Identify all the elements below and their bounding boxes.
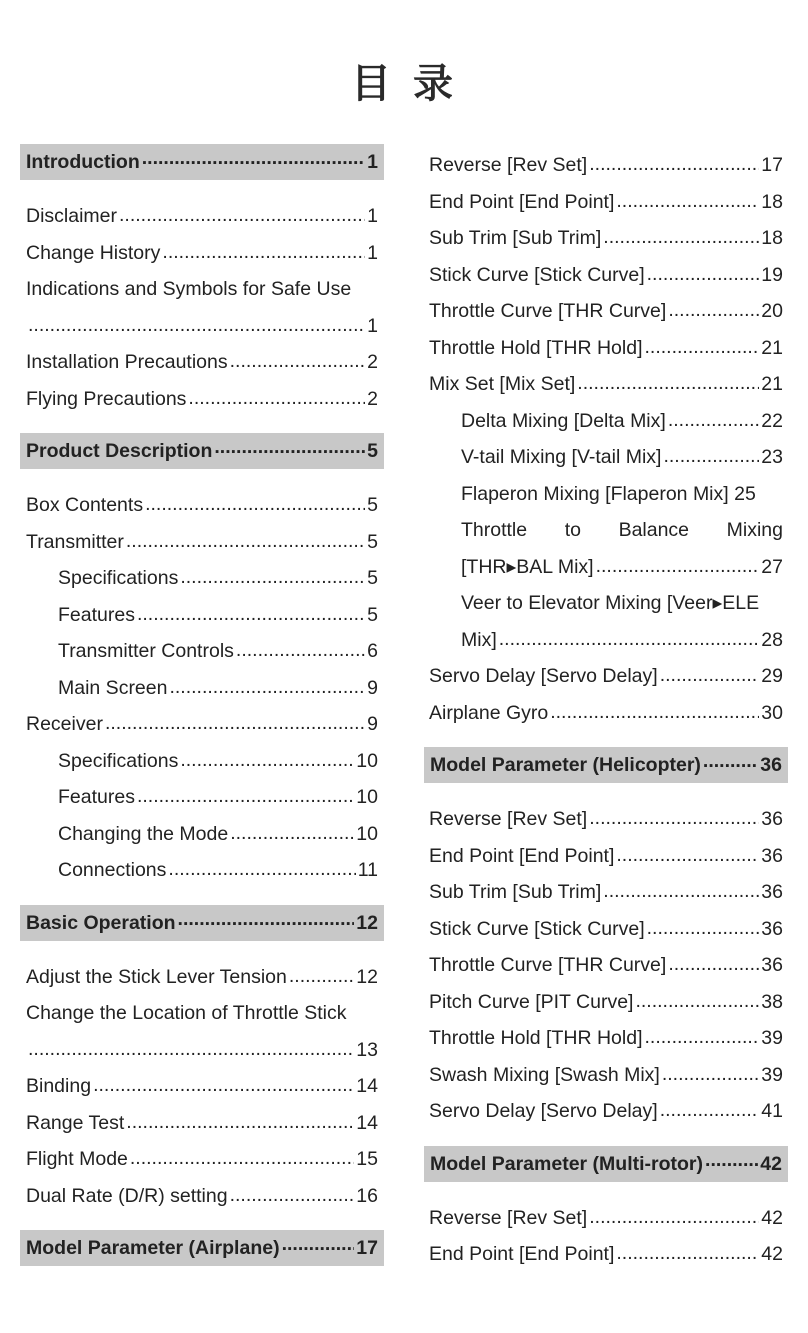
dot-leader	[180, 559, 365, 596]
toc-entry-label: Change History	[26, 241, 161, 264]
toc-page-number: 10	[356, 786, 378, 808]
toc-page-number: 23	[761, 446, 783, 468]
toc-section-heading[interactable]	[424, 1146, 788, 1182]
toc-entry[interactable]	[20, 381, 384, 418]
toc-entry-label: Veer to Elevator Mixing [Veer▸ELE	[461, 592, 760, 614]
dot-leader	[499, 621, 760, 658]
dot-leader	[142, 140, 365, 176]
toc-page-number: 17	[356, 1237, 378, 1259]
toc-entry-label: Main Screen	[58, 676, 168, 699]
toc-entry[interactable]	[20, 852, 384, 889]
dot-leader	[188, 380, 365, 417]
toc-entry[interactable]	[424, 147, 788, 184]
toc-entry[interactable]	[424, 403, 788, 440]
toc-page-number: 19	[761, 263, 783, 286]
dot-leader	[616, 1235, 759, 1272]
toc-page-number: 17	[761, 154, 783, 176]
toc-page-number: 21	[761, 336, 783, 359]
toc-entry-label: Swash Mixing [Swash Mix]	[429, 1063, 660, 1086]
dot-leader	[663, 438, 759, 475]
dot-leader	[596, 548, 760, 585]
dot-leader	[577, 365, 759, 402]
dot-leader	[169, 669, 365, 706]
dot-leader	[644, 1019, 759, 1056]
toc-entry-label: Features	[58, 603, 135, 626]
toc-page-number: 42	[761, 1206, 783, 1229]
toc-page-number: 29	[761, 665, 783, 687]
toc-page-number: 11	[357, 859, 378, 881]
toc-entry-label: Features	[58, 786, 135, 808]
toc-entry[interactable]	[20, 597, 384, 634]
toc-entry-label: Servo Delay [Servo Delay]	[429, 665, 658, 687]
toc-page-number: 20	[761, 300, 783, 322]
toc-entry[interactable]	[424, 330, 788, 367]
toc-page-number: 36	[760, 754, 782, 776]
toc-entry-label: Flaperon Mixing [Flaperon Mix] 25	[461, 482, 756, 505]
toc-entry-label: Reverse [Rev Set]	[429, 154, 588, 176]
toc-entry-label: Flight Mode	[26, 1148, 128, 1170]
dot-leader	[589, 800, 759, 837]
toc-section-heading[interactable]	[20, 905, 384, 941]
toc-entry[interactable]	[20, 308, 384, 345]
dot-leader	[282, 1226, 355, 1262]
toc-entry-label: Installation Precautions	[26, 351, 228, 373]
toc-page-number: 5	[367, 530, 378, 553]
toc-entry-label: Throttle Curve [THR Curve]	[429, 954, 667, 976]
toc-entry[interactable]	[424, 293, 788, 330]
toc-entry-label: Throttle Curve [THR Curve]	[429, 300, 667, 322]
toc-entry[interactable]	[20, 487, 384, 524]
toc-entry[interactable]	[424, 947, 788, 984]
toc-entry-label: Throttle Hold [THR Hold]	[429, 336, 643, 359]
dot-leader	[616, 183, 759, 220]
toc-entry-label: Sub Trim [Sub Trim]	[429, 881, 602, 903]
toc-section-heading[interactable]	[20, 144, 384, 180]
dot-leader	[137, 778, 354, 815]
toc-entry[interactable]	[20, 560, 384, 597]
toc-entry-label: Connections	[58, 859, 167, 881]
toc-page-number: 36	[761, 881, 783, 903]
toc-entry-label: Servo Delay [Servo Delay]	[429, 1100, 658, 1122]
dot-leader	[668, 402, 759, 439]
toc-section-heading[interactable]	[20, 433, 384, 469]
toc-entry[interactable]	[20, 524, 384, 561]
toc-entry[interactable]	[424, 257, 788, 294]
toc-entry[interactable]	[20, 633, 384, 670]
dot-leader	[703, 743, 758, 779]
toc-entry-label: Introduction	[26, 151, 140, 173]
toc-entry[interactable]	[424, 476, 788, 513]
toc-entry[interactable]	[20, 743, 384, 780]
toc-page-number: 36	[761, 808, 783, 830]
toc-right-column	[424, 147, 788, 1273]
toc-entry[interactable]	[424, 1057, 788, 1094]
toc-entry-label: Dual Rate (D/R) setting	[26, 1184, 228, 1207]
dot-leader	[230, 1177, 355, 1214]
toc-entry-label: Mix]	[461, 628, 497, 651]
dot-leader	[28, 1031, 354, 1068]
dot-leader	[289, 958, 354, 995]
toc-page-number: 10	[356, 822, 378, 845]
toc-entry-label: Product Description	[26, 440, 213, 462]
toc-page-number: 12	[356, 911, 378, 934]
toc-entry-label: Disclaimer	[26, 205, 118, 227]
toc-entry[interactable]	[20, 1032, 384, 1069]
toc-page-number: 1	[367, 241, 378, 264]
dot-leader	[180, 742, 354, 779]
toc-section-heading[interactable]	[424, 747, 788, 783]
toc-entry-label: Adjust the Stick Lever Tension	[26, 965, 287, 988]
toc-page-number: 36	[761, 917, 783, 940]
toc-entry[interactable]	[424, 622, 788, 659]
toc-entry[interactable]	[20, 235, 384, 272]
toc-entry[interactable]	[424, 184, 788, 221]
dot-leader	[145, 486, 365, 523]
toc-entry-label: End Point [End Point]	[429, 844, 615, 867]
toc-entry-label: Sub Trim [Sub Trim]	[429, 227, 602, 249]
toc-page-number: 22	[761, 409, 783, 432]
dot-leader	[603, 873, 759, 910]
toc-entry-label: Throttle Hold [THR Hold]	[429, 1027, 643, 1049]
dot-leader	[214, 429, 365, 465]
toc-entry-label: Box Contents	[26, 494, 144, 516]
toc-entry[interactable]	[424, 439, 788, 476]
toc-entry[interactable]	[424, 658, 788, 695]
toc-page-number: 15	[356, 1148, 378, 1170]
toc-entry-label: Airplane Gyro	[429, 701, 549, 724]
toc-entry[interactable]	[424, 838, 788, 875]
toc-entry[interactable]	[20, 706, 384, 743]
toc-page-number: 1	[367, 314, 378, 337]
toc-page-number: 13	[356, 1038, 378, 1061]
dot-leader	[230, 815, 354, 852]
toc-entry-label: Changing the Mode	[58, 822, 229, 845]
toc-page-number: 5	[367, 603, 378, 626]
dot-leader	[28, 307, 365, 344]
toc-entry-label: Throttle to Balance Mixing	[461, 519, 783, 541]
dot-leader	[105, 705, 365, 742]
toc-page-number: 16	[356, 1184, 378, 1207]
toc-entry-label: Specifications	[58, 567, 179, 589]
toc-page-number: 14	[356, 1111, 378, 1134]
toc-entry[interactable]	[20, 670, 384, 707]
dot-leader	[635, 983, 759, 1020]
toc-page-number: 5	[367, 567, 378, 589]
page-title: 目 录	[351, 61, 457, 107]
dot-leader	[126, 1104, 354, 1141]
dot-leader	[603, 219, 759, 256]
toc-entry[interactable]	[20, 816, 384, 853]
toc-entry[interactable]	[20, 779, 384, 816]
dot-leader	[162, 234, 365, 271]
dot-leader	[668, 946, 759, 983]
toc-page-number: 39	[761, 1063, 783, 1086]
toc-entry-label: Change the Location of Throttle Stick	[26, 1002, 347, 1024]
dot-leader	[137, 596, 365, 633]
toc-page-number: 42	[760, 1152, 782, 1175]
dot-leader	[589, 1199, 759, 1236]
toc-page-number: 28	[761, 628, 783, 651]
dot-leader	[647, 910, 760, 947]
toc-entry-label: Model Parameter (Airplane)	[26, 1237, 280, 1259]
toc-entry-label: Basic Operation	[26, 911, 176, 934]
toc-entry[interactable]	[424, 220, 788, 257]
toc-entry[interactable]	[20, 271, 384, 308]
toc-entry-label: Flying Precautions	[26, 387, 187, 410]
toc-page-number: 2	[367, 387, 378, 410]
toc-entry[interactable]	[424, 1020, 788, 1057]
toc-entry-label: End Point [End Point]	[429, 1243, 615, 1265]
toc-page-number: 38	[761, 990, 783, 1013]
toc-entry-label: Indications and Symbols for Safe Use	[26, 278, 352, 300]
toc-entry[interactable]	[20, 995, 384, 1032]
toc-page-number: 36	[761, 844, 783, 867]
toc-page-number: 5	[367, 494, 378, 516]
toc-entry[interactable]	[424, 695, 788, 732]
toc-entry[interactable]	[424, 874, 788, 911]
toc-entry[interactable]	[20, 344, 384, 381]
toc-page-number: 27	[761, 555, 783, 578]
toc-page-number: 10	[356, 749, 378, 772]
toc-entry-label: Reverse [Rev Set]	[429, 1206, 588, 1229]
toc-page-number: 5	[367, 440, 378, 462]
toc-entry[interactable]	[424, 1093, 788, 1130]
dot-leader	[662, 1056, 759, 1093]
dot-leader	[705, 1142, 758, 1178]
toc-entry-label: Receiver	[26, 713, 103, 735]
toc-page-number: 39	[761, 1027, 783, 1049]
toc-entry-label: Stick Curve [Stick Curve]	[429, 263, 645, 286]
toc-entry-label: Transmitter Controls	[58, 640, 234, 662]
toc-entry[interactable]	[20, 1068, 384, 1105]
toc-page-number: 41	[761, 1100, 783, 1122]
toc-entry[interactable]	[424, 984, 788, 1021]
dot-leader	[93, 1067, 354, 1104]
dot-leader	[660, 657, 760, 694]
toc-entry-label: Pitch Curve [PIT Curve]	[429, 990, 634, 1013]
toc-page-number: 21	[761, 373, 783, 395]
dot-leader	[660, 1092, 760, 1129]
toc-entry[interactable]	[424, 1200, 788, 1237]
toc-page-number: 9	[367, 676, 378, 699]
toc-left-column	[20, 144, 384, 1284]
toc-section-heading[interactable]	[20, 1230, 384, 1266]
toc-entry-label: Specifications	[58, 749, 179, 772]
toc-page-number: 6	[367, 640, 378, 662]
toc-entry[interactable]	[424, 801, 788, 838]
toc-page-number: 18	[761, 190, 783, 213]
dot-leader	[236, 632, 365, 669]
toc-entry[interactable]	[424, 549, 788, 586]
toc-page-number: 1	[367, 205, 378, 227]
toc-page-number: 18	[761, 227, 783, 249]
toc-entry-label: End Point [End Point]	[429, 190, 615, 213]
toc-entry[interactable]	[20, 959, 384, 996]
toc-entry[interactable]	[424, 1236, 788, 1273]
toc-entry-label: [THR▸BAL Mix]	[461, 555, 594, 578]
dot-leader	[178, 901, 355, 937]
dot-leader	[616, 837, 759, 874]
toc-entry[interactable]	[20, 1178, 384, 1215]
toc-entry[interactable]	[424, 585, 788, 622]
toc-page-number: 14	[356, 1075, 378, 1097]
toc-entry[interactable]	[424, 911, 788, 948]
toc-entry-label: Model Parameter (Multi-rotor)	[430, 1152, 704, 1175]
dot-leader	[130, 1140, 354, 1177]
toc-page-number: 42	[761, 1243, 783, 1265]
toc-entry-label: Reverse [Rev Set]	[429, 808, 588, 830]
toc-entry-label: Delta Mixing [Delta Mix]	[461, 409, 666, 432]
dot-leader	[168, 851, 355, 888]
toc-entry-label: Transmitter	[26, 530, 124, 553]
toc-entry[interactable]	[20, 1141, 384, 1178]
toc-entry-label: Range Test	[26, 1111, 125, 1134]
toc-page-number: 36	[761, 954, 783, 976]
dot-leader	[230, 343, 366, 380]
dot-leader	[647, 256, 760, 293]
toc-page-number: 12	[356, 965, 378, 988]
dot-leader	[126, 523, 365, 560]
toc-page-number: 1	[367, 151, 378, 173]
toc-entry[interactable]	[424, 366, 788, 403]
toc-entry-label: Mix Set [Mix Set]	[429, 373, 576, 395]
toc-page-number: 2	[367, 351, 378, 373]
dot-leader	[550, 694, 759, 731]
dot-leader	[589, 146, 759, 183]
toc-entry[interactable]	[424, 512, 788, 549]
toc-entry[interactable]	[20, 1105, 384, 1142]
toc-entry-label: V-tail Mixing [V-tail Mix]	[461, 446, 662, 468]
toc-page-number: 30	[761, 701, 783, 724]
toc-entry[interactable]	[20, 198, 384, 235]
toc-entry-label: Binding	[26, 1075, 92, 1097]
dot-leader	[668, 292, 759, 329]
toc-entry-label: Stick Curve [Stick Curve]	[429, 917, 645, 940]
dot-leader	[644, 329, 759, 366]
toc-entry-label: Model Parameter (Helicopter)	[430, 754, 701, 776]
toc-page-number: 9	[367, 713, 378, 735]
dot-leader	[119, 197, 365, 234]
